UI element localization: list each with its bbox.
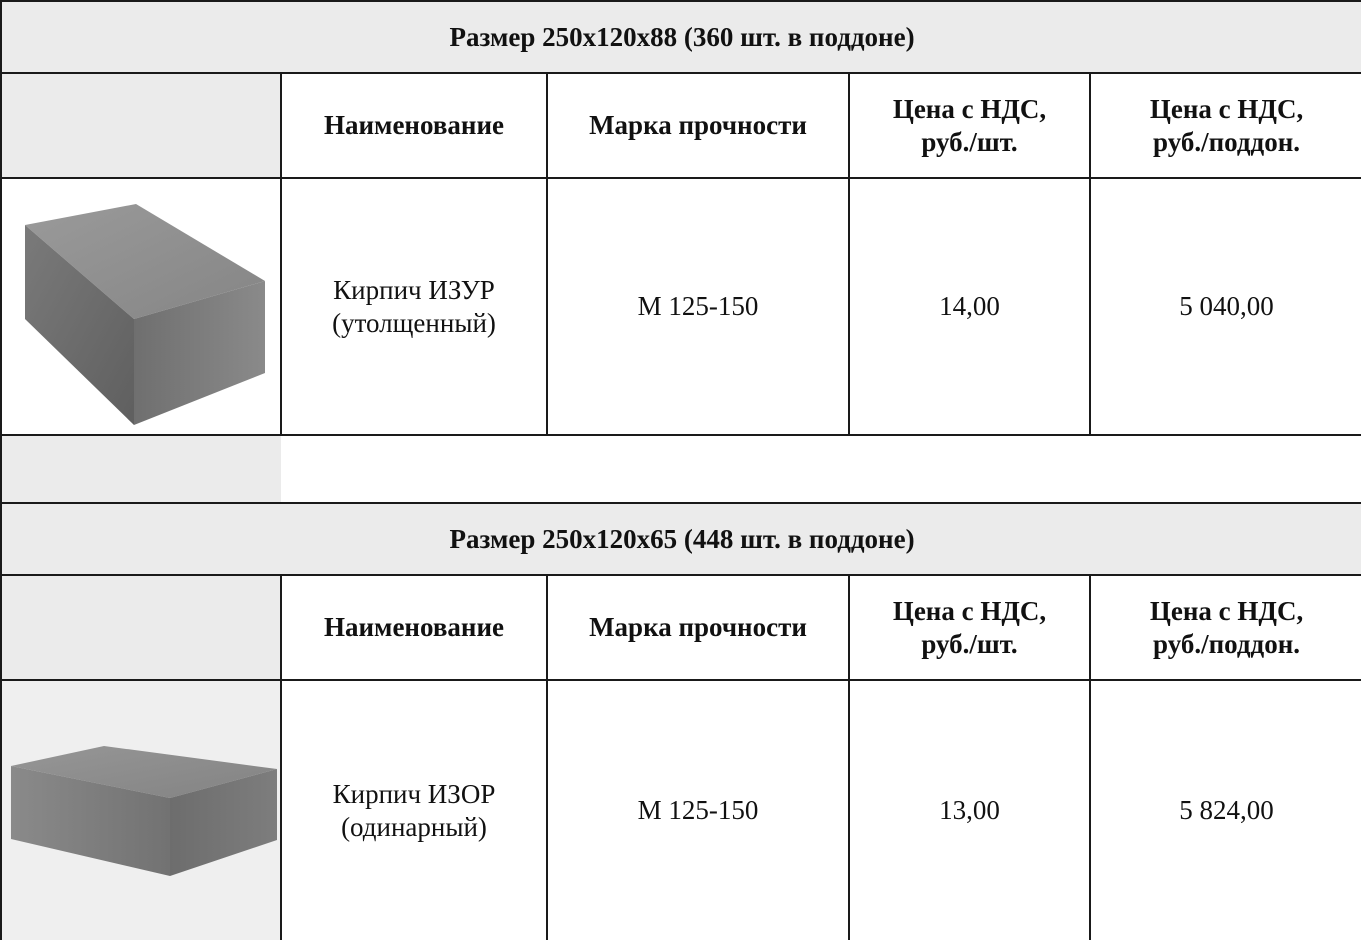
image-header-cell [1, 73, 281, 178]
price-pallet-cell: 5 824,00 [1090, 680, 1361, 940]
header-row [1, 73, 1361, 178]
price-unit-header-line2: руб./шт. [921, 126, 1018, 157]
price-pallet-header-line2: руб./поддон. [1153, 126, 1301, 157]
section-title: Размер 250x120x88 (360 шт. в поддоне) [1, 1, 1361, 73]
product-name-line2: (одинарный) [341, 811, 487, 842]
thick-brick-image [3, 187, 279, 427]
product-name-cell [281, 680, 547, 940]
price-unit-cell: 13,00 [849, 680, 1090, 940]
grade-cell: М 125-150 [547, 178, 849, 435]
grade-header: Марка прочности [547, 73, 849, 178]
price-pallet-cell: 5 040,00 [1090, 178, 1361, 435]
name-header: Наименование [281, 575, 547, 680]
price-unit-header [849, 73, 1090, 178]
section-title: Размер 250x120x65 (448 шт. в поддоне) [1, 503, 1361, 575]
single-brick-image [3, 736, 279, 886]
spacer-row [1, 435, 1361, 503]
grade-cell: М 125-150 [547, 680, 849, 940]
price-pallet-header-line1: Цена с НДС, [1149, 595, 1304, 626]
product-name-line2: (утолщенный) [332, 307, 496, 338]
price-unit-header-line1: Цена с НДС, [892, 93, 1047, 124]
price-pallet-header [1090, 575, 1361, 680]
price-unit-header [849, 575, 1090, 680]
table-row [1, 680, 1361, 940]
name-header: Наименование [281, 73, 547, 178]
product-name-line1: Кирпич ИЗУР [333, 274, 495, 305]
image-header-cell [1, 575, 281, 680]
brick-image-cell [1, 178, 281, 435]
spacer-rest [281, 435, 1361, 503]
price-pallet-header-line1: Цена с НДС, [1149, 93, 1304, 124]
product-name-line1: Кирпич ИЗОР [332, 778, 496, 809]
price-pallet-header [1090, 73, 1361, 178]
table-row [1, 178, 1361, 435]
price-unit-cell: 14,00 [849, 178, 1090, 435]
price-unit-header-line1: Цена с НДС, [892, 595, 1047, 626]
header-row [1, 575, 1361, 680]
brick-image-cell [1, 680, 281, 940]
section-title-row [1, 1, 1361, 73]
price-pallet-header-line2: руб./поддон. [1153, 628, 1301, 659]
grade-header: Марка прочности [547, 575, 849, 680]
product-name-cell [281, 178, 547, 435]
section-title-row [1, 503, 1361, 575]
spacer-left [1, 435, 281, 503]
price-unit-header-line2: руб./шт. [921, 628, 1018, 659]
